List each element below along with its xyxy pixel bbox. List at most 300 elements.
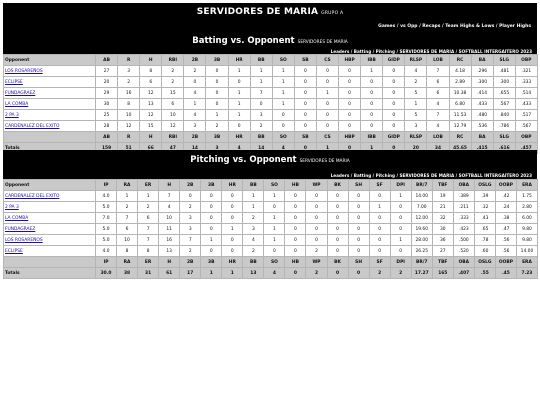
stat-cell: .47 bbox=[495, 224, 516, 235]
pitching-section-title bbox=[3, 155, 537, 165]
total-cell: .415 bbox=[471, 143, 493, 154]
stat-cell: 6 bbox=[117, 224, 138, 235]
stat-cell: 0 bbox=[222, 213, 243, 224]
stat-cell: 0 bbox=[369, 213, 390, 224]
stat-cell: 2 bbox=[138, 202, 159, 213]
stat-cell: 19.60 bbox=[411, 224, 432, 235]
batting-col-header: Opponent bbox=[4, 55, 96, 66]
stat-cell: 4 bbox=[184, 88, 206, 99]
pitching-summary-col-header: RA bbox=[117, 257, 138, 268]
batting-col-header: RC bbox=[449, 55, 471, 66]
stat-cell: .786 bbox=[493, 121, 515, 132]
total-cell: 17 bbox=[180, 268, 201, 279]
total-cell: 3 bbox=[206, 143, 228, 154]
total-cell: .45 bbox=[495, 268, 516, 279]
stat-cell: 4.18 bbox=[449, 66, 471, 77]
pitching-summary-col-header: BK bbox=[327, 257, 348, 268]
stat-cell: .414 bbox=[471, 88, 493, 99]
stat-cell: 2 bbox=[117, 202, 138, 213]
stat-cell: 0 bbox=[222, 191, 243, 202]
total-cell: 0 bbox=[294, 143, 316, 154]
stat-cell: 12 bbox=[140, 110, 162, 121]
total-cell: 4 bbox=[272, 143, 294, 154]
stat-cell: 7 bbox=[159, 191, 180, 202]
stat-cell: 6.80 bbox=[449, 99, 471, 110]
stat-cell: 0 bbox=[327, 224, 348, 235]
batting-col-header: RBI bbox=[162, 55, 184, 66]
batting-section-title bbox=[3, 36, 537, 46]
total-cell: 34 bbox=[427, 143, 449, 154]
total-cell: .55 bbox=[474, 268, 495, 279]
opponent-link[interactable]: CARDENALEZ DEL EXITO bbox=[4, 191, 96, 202]
stat-cell: 0 bbox=[348, 191, 369, 202]
stat-cell: 12 bbox=[140, 88, 162, 99]
stat-cell: 0 bbox=[348, 224, 369, 235]
stat-cell: .481 bbox=[493, 66, 515, 77]
batting-col-header: BA bbox=[471, 55, 493, 66]
total-cell: 14 bbox=[250, 143, 272, 154]
stat-cell: 15 bbox=[140, 121, 162, 132]
stat-cell: 0 bbox=[316, 77, 338, 88]
stat-cell: .655 bbox=[493, 88, 515, 99]
batting-col-header: GIDP bbox=[383, 55, 405, 66]
pitching-col-header: RA bbox=[117, 180, 138, 191]
stat-cell: 21 bbox=[432, 202, 453, 213]
stat-cell: 0 bbox=[383, 99, 405, 110]
pitching-col-header: SH bbox=[348, 180, 369, 191]
stat-cell: 3 bbox=[250, 110, 272, 121]
stat-cell: 1 bbox=[117, 191, 138, 202]
stat-cell: 0 bbox=[206, 88, 228, 99]
stat-cell: .65 bbox=[474, 224, 495, 235]
stat-cell: 0 bbox=[201, 213, 222, 224]
stat-cell: 8 bbox=[138, 246, 159, 257]
pitching-summary-col-header: DPI bbox=[390, 257, 411, 268]
stat-cell: 2.80 bbox=[516, 202, 537, 213]
stat-cell: 3 bbox=[184, 121, 206, 132]
opponent-link[interactable]: ECLIPSE bbox=[4, 77, 96, 88]
total-cell: 4 bbox=[228, 143, 250, 154]
stat-cell: .433 bbox=[471, 99, 493, 110]
batting-breadcrumb[interactable]: Leaders / Batting / Pitching / SERVIDORES DE MARIA / SOFTBALL INTERGAITERO 2023 bbox=[330, 49, 532, 54]
stat-cell: 7 bbox=[427, 66, 449, 77]
opponent-link[interactable]: LOS ROSAREÑOS bbox=[4, 235, 96, 246]
batting-row bbox=[4, 99, 538, 110]
total-cell: 0 bbox=[339, 143, 361, 154]
pitching-col-header: ERA bbox=[516, 180, 537, 191]
pitching-summary-col-header: OBA bbox=[453, 257, 474, 268]
stat-cell: 12.00 bbox=[411, 213, 432, 224]
batting-summary-col-header: IBB bbox=[361, 132, 383, 143]
stat-cell: 19 bbox=[432, 191, 453, 202]
stat-cell: 0 bbox=[339, 99, 361, 110]
nav-vs-opp-link[interactable]: vs Opp bbox=[400, 24, 418, 29]
total-cell: .457 bbox=[515, 143, 537, 154]
stat-cell: .389 bbox=[453, 191, 474, 202]
batting-col-header: CS bbox=[316, 55, 338, 66]
batting-col-header: IBB bbox=[361, 55, 383, 66]
stat-cell: 1 bbox=[206, 110, 228, 121]
opponent-link[interactable]: ECLIPSE bbox=[4, 246, 96, 257]
batting-summary-col-header: 2B bbox=[184, 132, 206, 143]
total-cell: .616 bbox=[493, 143, 515, 154]
stat-cell: 1 bbox=[222, 224, 243, 235]
total-cell: 13 bbox=[243, 268, 264, 279]
total-cell: 30.0 bbox=[96, 268, 117, 279]
stat-cell: 2.89 bbox=[449, 77, 471, 88]
pitching-header-row bbox=[4, 180, 538, 191]
pitching-col-header: 3B bbox=[201, 180, 222, 191]
total-cell: 0 bbox=[285, 268, 306, 279]
batting-summary-col-header: SLG bbox=[493, 132, 515, 143]
batting-col-header: AB bbox=[96, 55, 118, 66]
stat-cell: 0 bbox=[206, 77, 228, 88]
stat-cell: 0 bbox=[306, 191, 327, 202]
opponent-link[interactable]: 2 PA 3 bbox=[4, 110, 96, 121]
stat-cell: 0 bbox=[327, 235, 348, 246]
opponent-link[interactable]: CARDENALEZ DEL EXITO bbox=[4, 121, 96, 132]
batting-col-header: 2B bbox=[184, 55, 206, 66]
stat-cell: 1 bbox=[228, 99, 250, 110]
stat-cell: 10.38 bbox=[449, 88, 471, 99]
stat-cell: 0 bbox=[222, 246, 243, 257]
stat-cell: 3 bbox=[405, 121, 427, 132]
opponent-link[interactable]: LA COMBA bbox=[4, 99, 96, 110]
stat-cell: .43 bbox=[474, 213, 495, 224]
stat-cell: 5 bbox=[405, 110, 427, 121]
stat-cell: 7 bbox=[250, 88, 272, 99]
stat-cell: 0 bbox=[250, 99, 272, 110]
total-cell: 159 bbox=[96, 143, 118, 154]
opponent-link[interactable]: FUNDAGRAEZ bbox=[4, 88, 96, 99]
stat-cell: 1 bbox=[228, 66, 250, 77]
stat-cell: 13 bbox=[140, 99, 162, 110]
stat-cell: 0 bbox=[369, 246, 390, 257]
stat-cell: 0 bbox=[327, 213, 348, 224]
stat-cell: .78 bbox=[474, 235, 495, 246]
pitching-col-header: OOBP bbox=[495, 180, 516, 191]
pitching-summary-col-header: SH bbox=[348, 257, 369, 268]
opponent-link[interactable]: 2 PA 3 bbox=[4, 202, 96, 213]
stat-cell: 0 bbox=[361, 77, 383, 88]
stat-cell: 1 bbox=[272, 99, 294, 110]
stat-cell: 0 bbox=[184, 77, 206, 88]
stat-cell: 0 bbox=[327, 202, 348, 213]
stat-cell: 0 bbox=[390, 202, 411, 213]
nav-recaps-link[interactable]: Recaps bbox=[422, 24, 441, 29]
pitching-col-header: HR bbox=[222, 180, 243, 191]
stat-cell: 0 bbox=[390, 213, 411, 224]
total-cell: 0 bbox=[327, 268, 348, 279]
stat-cell: 1 bbox=[184, 99, 206, 110]
total-cell: 51 bbox=[118, 143, 140, 154]
pitching-table bbox=[3, 179, 538, 279]
pitching-row bbox=[4, 246, 538, 257]
pitching-summary-col-header: ER bbox=[138, 257, 159, 268]
nav-team-highs-link[interactable]: Team Highs & Lows bbox=[445, 24, 495, 29]
stat-cell: 15 bbox=[162, 88, 184, 99]
team-title bbox=[3, 7, 537, 17]
pitching-row bbox=[4, 235, 538, 246]
stat-cell: 0 bbox=[306, 224, 327, 235]
opponent-link[interactable]: FUNDAGRAEZ bbox=[4, 224, 96, 235]
stat-cell: 0 bbox=[339, 88, 361, 99]
stat-cell: 4 bbox=[159, 202, 180, 213]
batting-table bbox=[3, 54, 538, 154]
stat-cell: 3 bbox=[180, 224, 201, 235]
stat-cell: 0 bbox=[348, 235, 369, 246]
stat-cell: 0 bbox=[206, 66, 228, 77]
total-cell: 2 bbox=[306, 268, 327, 279]
pitching-summary-col-header: WP bbox=[306, 257, 327, 268]
pitching-col-header: OSLG bbox=[474, 180, 495, 191]
stat-cell: 0 bbox=[316, 99, 338, 110]
stat-cell: 3 bbox=[243, 224, 264, 235]
stat-cell: .56 bbox=[495, 235, 516, 246]
stat-cell: .517 bbox=[515, 110, 537, 121]
stat-cell: 0 bbox=[327, 191, 348, 202]
stat-cell: 1 bbox=[272, 66, 294, 77]
pitching-summary-col-header: TBF bbox=[432, 257, 453, 268]
stat-cell: 0 bbox=[294, 66, 316, 77]
batting-summary-col-header: GIDP bbox=[383, 132, 405, 143]
stat-cell: .520 bbox=[453, 246, 474, 257]
total-cell: 31 bbox=[138, 268, 159, 279]
stat-cell: 0 bbox=[228, 121, 250, 132]
stat-cell: 0 bbox=[201, 246, 222, 257]
stat-cell: 1 bbox=[264, 191, 285, 202]
stat-cell: 2 bbox=[162, 66, 184, 77]
batting-col-header: OBP bbox=[515, 55, 537, 66]
stat-cell: 0 bbox=[383, 121, 405, 132]
stat-cell: 0 bbox=[294, 110, 316, 121]
stat-cell: 0 bbox=[222, 202, 243, 213]
stat-cell: 29 bbox=[96, 88, 118, 99]
stat-cell: 13 bbox=[159, 246, 180, 257]
stat-cell: 0 bbox=[306, 213, 327, 224]
pitching-summary-header-row bbox=[4, 257, 538, 268]
stat-cell: 7 bbox=[180, 235, 201, 246]
stat-cell: 1 bbox=[264, 235, 285, 246]
stat-cell: 9.80 bbox=[516, 224, 537, 235]
stat-cell: 4.0 bbox=[96, 246, 117, 257]
batting-summary-col-header: BB bbox=[250, 132, 272, 143]
stat-cell: .333 bbox=[453, 213, 474, 224]
batting-col-header: HR bbox=[228, 55, 250, 66]
stat-cell: 6 bbox=[427, 88, 449, 99]
batting-summary-col-header: HBP bbox=[339, 132, 361, 143]
stat-cell: 12 bbox=[118, 121, 140, 132]
stat-cell: 1 bbox=[250, 77, 272, 88]
stat-cell: 6 bbox=[138, 213, 159, 224]
stat-cell: 0 bbox=[316, 66, 338, 77]
stat-cell: 16 bbox=[159, 235, 180, 246]
stat-cell: 1 bbox=[316, 88, 338, 99]
total-cell: 45.65 bbox=[449, 143, 471, 154]
stat-cell: 0 bbox=[316, 121, 338, 132]
stat-cell: 1 bbox=[201, 235, 222, 246]
batting-summary-col-header: HR bbox=[228, 132, 250, 143]
batting-summary-col-header: R bbox=[118, 132, 140, 143]
stat-cell: 14.00 bbox=[516, 246, 537, 257]
stat-cell: 30 bbox=[432, 224, 453, 235]
batting-summary-col-header: OBP bbox=[515, 132, 537, 143]
batting-col-header: SLG bbox=[493, 55, 515, 66]
stat-cell: 11.53 bbox=[449, 110, 471, 121]
stat-cell: 9.80 bbox=[516, 235, 537, 246]
batting-summary-col-header: 3B bbox=[206, 132, 228, 143]
stat-cell: 0 bbox=[306, 202, 327, 213]
pitching-header bbox=[3, 150, 537, 179]
total-cell: 165 bbox=[432, 268, 453, 279]
batting-col-header: R bbox=[118, 55, 140, 66]
stat-cell: 26.25 bbox=[411, 246, 432, 257]
stat-cell: 8 bbox=[118, 99, 140, 110]
pitching-col-header: BK bbox=[327, 180, 348, 191]
stat-cell: 0 bbox=[339, 110, 361, 121]
total-cell: 7.23 bbox=[516, 268, 537, 279]
stat-cell: 27 bbox=[432, 246, 453, 257]
batting-row bbox=[4, 66, 538, 77]
stat-cell: 16 bbox=[118, 88, 140, 99]
pitching-col-header: SO bbox=[264, 180, 285, 191]
batting-col-header: BB bbox=[250, 55, 272, 66]
total-cell: 0 bbox=[348, 268, 369, 279]
total-cell: 61 bbox=[159, 268, 180, 279]
stat-cell: .433 bbox=[515, 99, 537, 110]
stat-cell: 0 bbox=[361, 99, 383, 110]
total-cell: 17.27 bbox=[411, 268, 432, 279]
total-cell: 2 bbox=[390, 268, 411, 279]
stat-cell: 27 bbox=[96, 66, 118, 77]
stat-cell: 2 bbox=[405, 77, 427, 88]
stat-cell: 6.00 bbox=[516, 213, 537, 224]
stat-cell: 1 bbox=[243, 191, 264, 202]
total-cell: 66 bbox=[140, 143, 162, 154]
stat-cell: 4.0 bbox=[96, 191, 117, 202]
stat-cell: 1 bbox=[264, 213, 285, 224]
stat-cell: 0 bbox=[369, 224, 390, 235]
stat-cell: 1 bbox=[361, 66, 383, 77]
stat-cell: 0 bbox=[201, 191, 222, 202]
stat-cell: .536 bbox=[471, 121, 493, 132]
stat-cell: 0 bbox=[294, 121, 316, 132]
stat-cell: 0 bbox=[348, 202, 369, 213]
stat-cell: .333 bbox=[515, 77, 537, 88]
stat-cell: 1 bbox=[390, 191, 411, 202]
pitching-summary-col-header: IP bbox=[96, 257, 117, 268]
batting-title: Batting vs. Opponent bbox=[192, 36, 295, 46]
stat-cell: .300 bbox=[471, 77, 493, 88]
stat-cell: 12 bbox=[162, 121, 184, 132]
pitching-summary-col-header: BB bbox=[243, 257, 264, 268]
stat-cell: 0 bbox=[383, 110, 405, 121]
stat-cell: 36 bbox=[432, 235, 453, 246]
stat-cell: 14.00 bbox=[411, 191, 432, 202]
pitching-col-header: OBA bbox=[453, 180, 474, 191]
batting-row bbox=[4, 77, 538, 88]
stat-cell: .500 bbox=[453, 235, 474, 246]
stat-cell: 0 bbox=[201, 202, 222, 213]
stat-cell: 1 bbox=[243, 202, 264, 213]
total-cell: .407 bbox=[453, 268, 474, 279]
stat-cell: 32 bbox=[432, 213, 453, 224]
opponent-link[interactable]: LA COMBA bbox=[4, 213, 96, 224]
stat-cell: 7 bbox=[138, 235, 159, 246]
batting-col-header: H bbox=[140, 55, 162, 66]
stat-cell: .296 bbox=[471, 66, 493, 77]
stat-cell: 0 bbox=[294, 99, 316, 110]
pitching-summary-col-header: BR/7 bbox=[411, 257, 432, 268]
stat-cell: .567 bbox=[515, 121, 537, 132]
stat-cell: 28 bbox=[96, 121, 118, 132]
stat-cell: 0 bbox=[201, 224, 222, 235]
total-cell: 14 bbox=[184, 143, 206, 154]
stat-cell: 6 bbox=[427, 77, 449, 88]
pitching-summary-col-header: SF bbox=[369, 257, 390, 268]
stat-cell: 0 bbox=[180, 191, 201, 202]
stat-cell: 1 bbox=[272, 77, 294, 88]
batting-summary-header-row bbox=[4, 132, 538, 143]
stat-cell: 1 bbox=[138, 191, 159, 202]
stat-cell: .514 bbox=[515, 88, 537, 99]
stat-cell: 1 bbox=[228, 88, 250, 99]
batting-summary-col-header bbox=[4, 132, 96, 143]
batting-summary-col-header: SB bbox=[294, 132, 316, 143]
pitching-col-header: SF bbox=[369, 180, 390, 191]
batting-header-row bbox=[4, 55, 538, 66]
stat-cell: 1 bbox=[264, 224, 285, 235]
stat-cell: 2 bbox=[162, 77, 184, 88]
stat-cell: 2 bbox=[306, 246, 327, 257]
pitching-title: Pitching vs. Opponent bbox=[190, 155, 297, 165]
stat-cell: 30 bbox=[96, 99, 118, 110]
nav-player-highs-link[interactable]: Player Highs bbox=[499, 24, 531, 29]
pitching-subtitle: SERVIDORES DE MARIA bbox=[299, 159, 350, 164]
stat-cell: .840 bbox=[493, 110, 515, 121]
total-cell: 1 bbox=[361, 143, 383, 154]
stat-cell: 10 bbox=[118, 110, 140, 121]
pitching-col-header: BB bbox=[243, 180, 264, 191]
stat-cell: 5.0 bbox=[96, 224, 117, 235]
pitching-breadcrumb[interactable]: Leaders / Batting / Pitching / SERVIDORES DE MARIA / SOFTBALL INTERGAITERO 2023 bbox=[330, 173, 532, 178]
stat-cell: .423 bbox=[453, 224, 474, 235]
stat-cell: 6 bbox=[140, 77, 162, 88]
stat-cell: 0 bbox=[285, 224, 306, 235]
stat-cell: 0 bbox=[264, 202, 285, 213]
stat-cell: .60 bbox=[474, 246, 495, 257]
stat-cell: 2 bbox=[250, 121, 272, 132]
nav-games-link[interactable]: Games bbox=[378, 24, 396, 29]
stat-cell: 2 bbox=[180, 246, 201, 257]
stat-cell: 0 bbox=[390, 224, 411, 235]
total-cell: 1 bbox=[201, 268, 222, 279]
stat-cell: 0 bbox=[272, 121, 294, 132]
batting-row bbox=[4, 110, 538, 121]
stat-cell: 0 bbox=[361, 88, 383, 99]
stat-cell: 8 bbox=[117, 246, 138, 257]
pitching-summary-col-header: SO bbox=[264, 257, 285, 268]
total-cell: 0 bbox=[383, 143, 405, 154]
stat-cell: 25 bbox=[96, 110, 118, 121]
opponent-link[interactable]: LOS ROSAREÑOS bbox=[4, 66, 96, 77]
total-cell: 4 bbox=[264, 268, 285, 279]
stat-cell: 7 bbox=[117, 213, 138, 224]
stat-cell: 5.0 bbox=[96, 202, 117, 213]
total-cell: 1 bbox=[222, 268, 243, 279]
pitching-col-header: Opponent bbox=[4, 180, 96, 191]
stat-cell: 28.00 bbox=[411, 235, 432, 246]
